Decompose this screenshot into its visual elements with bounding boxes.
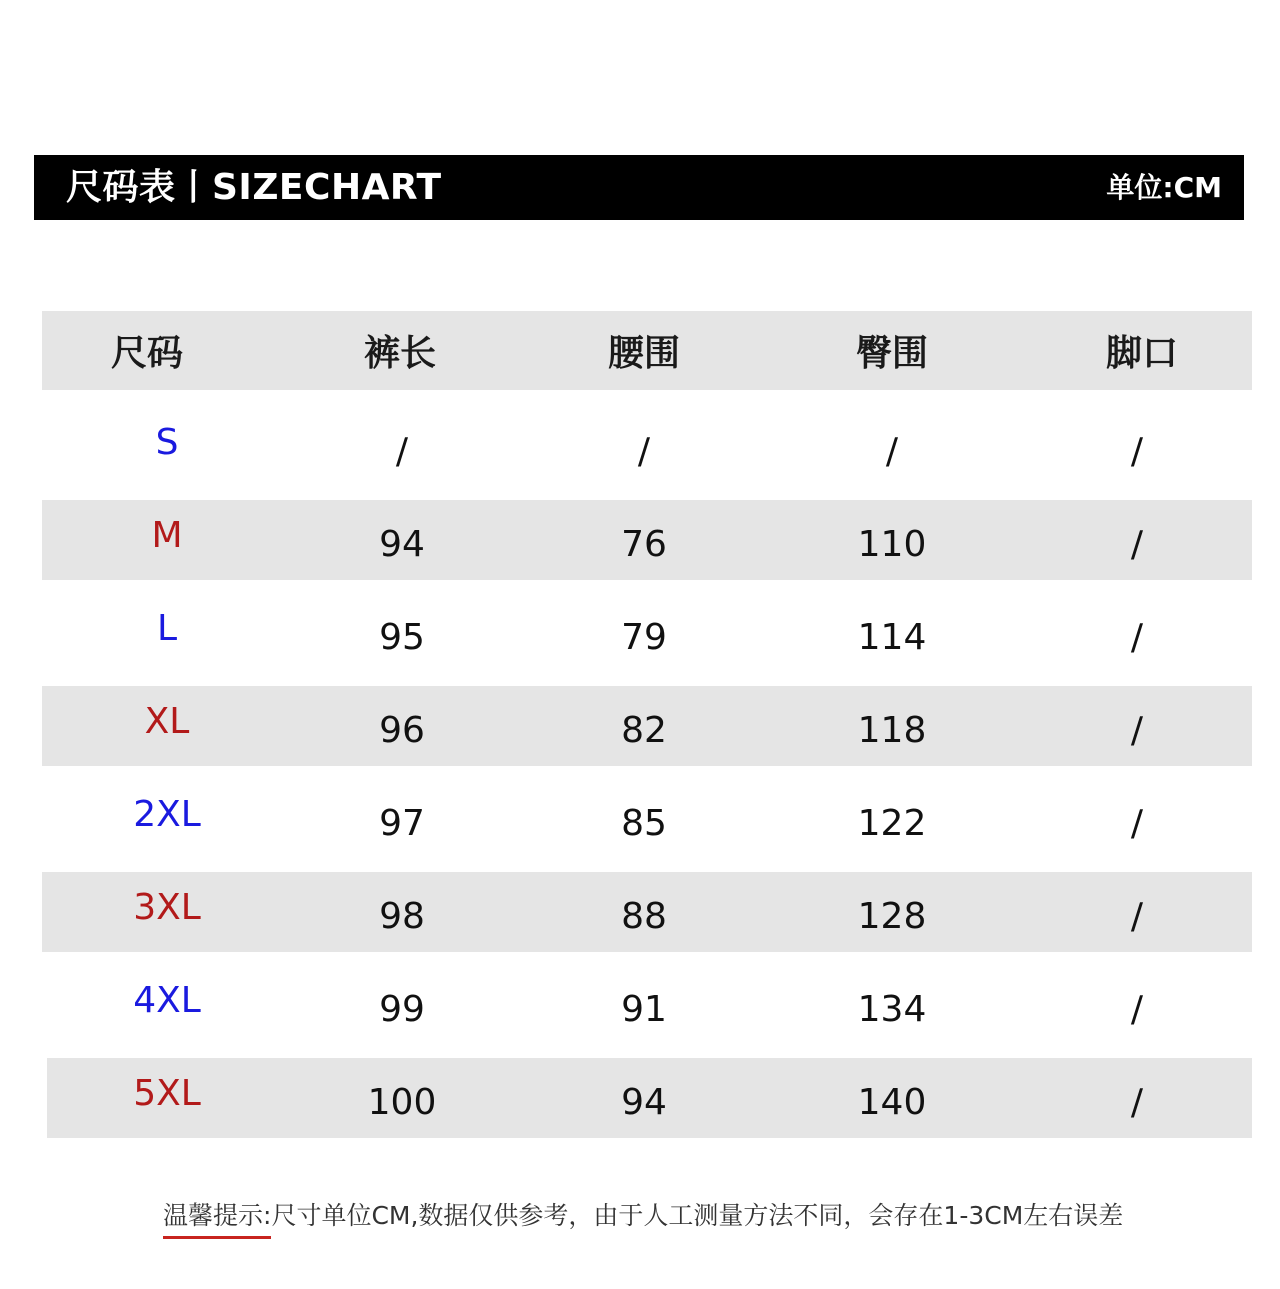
waist-value: 85 [621, 802, 667, 844]
waist-value: / [637, 430, 651, 472]
size-label: S [155, 421, 179, 463]
size-table [42, 311, 1252, 1138]
leg-opening-value: / [1130, 988, 1144, 1030]
leg-opening-value: / [1130, 895, 1144, 937]
header-hip: 臀围 [855, 333, 928, 374]
waist-value: 88 [621, 895, 667, 937]
leg-opening-value: / [1130, 709, 1144, 751]
table-row [42, 965, 1252, 1045]
table-row [47, 1058, 1252, 1138]
waist-value: 79 [621, 616, 667, 658]
pants-length-value: 100 [367, 1081, 437, 1123]
pants-length-value: 97 [379, 802, 425, 844]
hip-value: 110 [857, 523, 927, 565]
header-pants-length: 裤长 [363, 333, 436, 374]
unit-label: 单位:CM [1106, 171, 1222, 204]
note-label: 温馨提示: [163, 1196, 271, 1232]
table-row [42, 872, 1252, 952]
waist-value: 94 [621, 1081, 667, 1123]
hip-value: 114 [857, 616, 927, 658]
table-row [42, 686, 1252, 766]
chart-title: 尺码表丨SIZECHART [66, 167, 442, 208]
size-label: 2XL [133, 793, 201, 835]
table-row [42, 407, 1252, 487]
pants-length-value: 99 [379, 988, 425, 1030]
size-label: 5XL [133, 1072, 201, 1114]
leg-opening-value: / [1130, 1081, 1144, 1123]
waist-value: 91 [621, 988, 667, 1030]
leg-opening-value: / [1130, 523, 1144, 565]
measurement-note [163, 1196, 1123, 1232]
pants-length-value: / [395, 430, 409, 472]
hip-value: / [885, 430, 899, 472]
table-header-row [42, 311, 1252, 390]
hip-value: 122 [857, 802, 927, 844]
title-bar [34, 155, 1244, 220]
pants-length-value: 94 [379, 523, 425, 565]
leg-opening-value: / [1130, 430, 1144, 472]
note-text: 尺寸单位CM,数据仅供参考，由于人工测量方法不同，会存在1-3CM左右误差 [271, 1201, 1124, 1230]
waist-value: 76 [621, 523, 667, 565]
leg-opening-value: / [1130, 802, 1144, 844]
table-row [42, 500, 1252, 580]
hip-value: 134 [857, 988, 927, 1030]
table-row [42, 593, 1252, 673]
hip-value: 118 [857, 709, 927, 751]
size-label: XL [144, 700, 190, 742]
waist-value: 82 [621, 709, 667, 751]
header-waist: 腰围 [607, 333, 680, 374]
size-label: L [156, 607, 178, 649]
pants-length-value: 95 [379, 616, 425, 658]
pants-length-value: 96 [379, 709, 425, 751]
pants-length-value: 98 [379, 895, 425, 937]
leg-opening-value: / [1130, 616, 1144, 658]
size-label: 3XL [133, 886, 201, 928]
size-label: 4XL [133, 979, 201, 1021]
size-label: M [151, 514, 183, 556]
hip-value: 140 [857, 1081, 927, 1123]
header-leg-opening: 脚口 [1105, 333, 1178, 374]
hip-value: 128 [857, 895, 927, 937]
header-size: 尺码 [110, 333, 183, 374]
table-row [42, 779, 1252, 859]
